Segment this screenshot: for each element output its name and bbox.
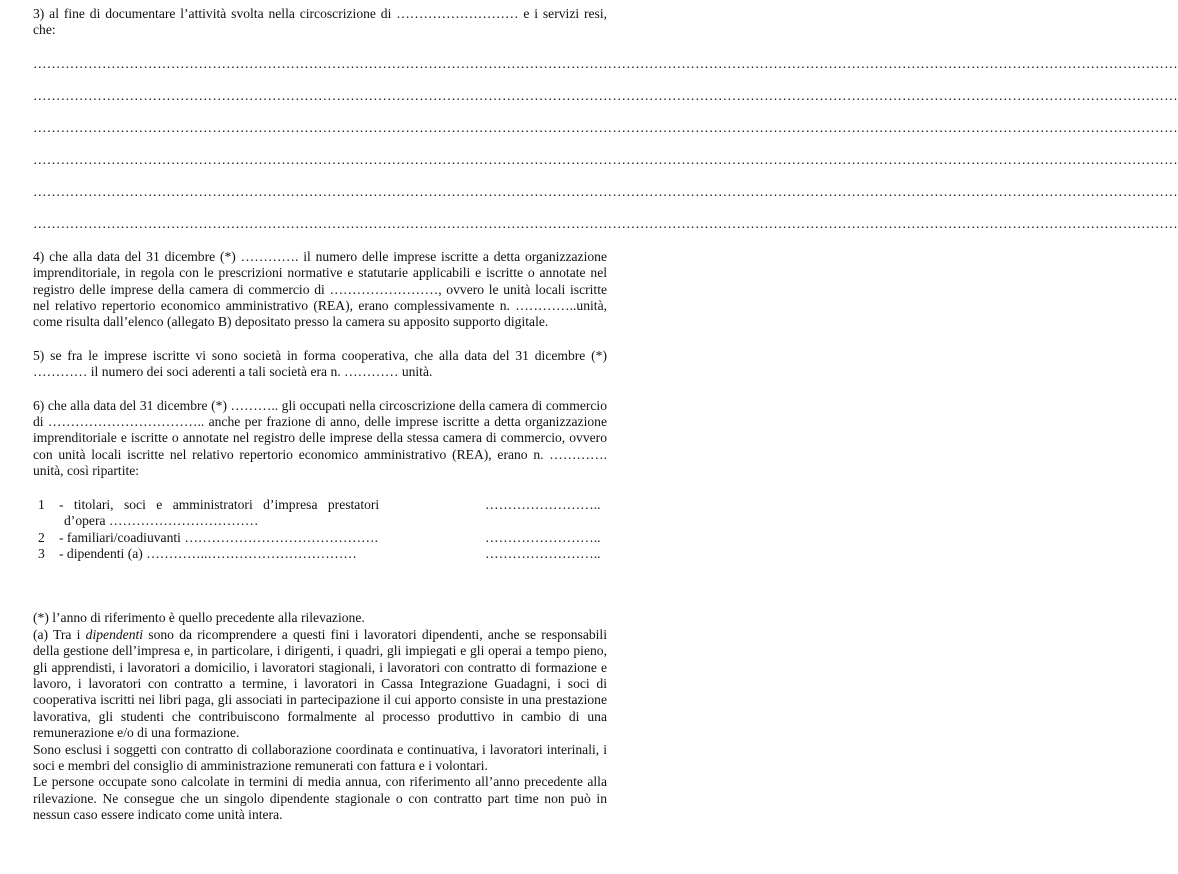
- list-item: [33, 546, 607, 562]
- point-4-text: 4) che alla data del 31 dicembre (*) …………. il numero delle imprese iscritte a detta organizzazione imprenditoriale, in regola con le prescrizioni normative e statutarie applicabili e iscritte o annotate nel registro delle imprese della camera di commercio di ……………………, ovvero le unità locali iscritte nel relativo repertorio economico amministrativo (REA), erano complessivamente n. …………..unità, come risulta dall’elenco (allegato B) depositato presso la camera su apposito supporto digitale.: [33, 248, 607, 330]
- footnote-a-italic: dipendenti: [85, 626, 144, 642]
- blank-line[interactable]: ……………………………………………………………………………………………………………………………………………………………………………………………………………………………: [33, 119, 1178, 135]
- blank-line[interactable]: ……………………………………………………………………………………………………………………………………………………………………………………………………………………………: [33, 183, 1178, 199]
- point-5-text: 5) se fra le imprese iscritte vi sono società in forma cooperativa, che alla data del 31 dicembre (*) ………… il numero dei soci aderenti a tali società era n. ………… unità.: [33, 347, 607, 380]
- list-item-label: - dipendenti (a) …………..……………………………: [59, 545, 357, 561]
- list-item-label: - familiari/coadiuvanti …………………………………….: [59, 529, 379, 545]
- point-6-text: 6) che alla data del 31 dicembre (*) ……….. gli occupati nella circoscrizione della camera di commercio di …………………………….. anche per frazione di anno, delle imprese iscritte a detta organizzazione imprenditoriale e iscritte o annotate nel registro delle imprese della stessa camera di commercio, ovvero con unità locali iscritte nel relativo repertorio economico amministrativo (REA), erano n. …………. unità, così ripartite:: [33, 397, 607, 479]
- footnote-a: (a) Tra i dipendenti sono da ricomprendere a questi fini i lavoratori dipendenti, anche se responsabili della gestione dell’impresa e, in particolare, i dirigenti, i quadri, gli impiegati e gli operai a tempo pieno, gli apprendisti, i lavoratori a domicilio, i lavoratori stagionali, i lavoratori con contratto di formazione e lavoro, i lavoratori con contratto a termine, i lavoratori in Cassa Integrazione Guadagni, i soci di cooperativa iscritti nei libri paga, gli associati in partecipazione il cui apporto consiste in una prestazione lavorativa, gli studenti che contribuiscono formalmente al processo produttivo in cambio di una remunerazione e/o di una formazione.: [33, 626, 607, 741]
- list-item-value-field[interactable]: ……………………..: [485, 496, 601, 512]
- list-item-value-field[interactable]: ……………………..: [485, 529, 601, 545]
- occupati-breakdown-list: [33, 497, 607, 563]
- point-3-text: 3) al fine di documentare l’attività svolta nella circoscrizione di ……………………… e i servizi resi, che:: [33, 6, 607, 38]
- footnote-calculation: Le persone occupate sono calcolate in termini di media annua, con riferimento all’anno precedente alla rilevazione. Ne consegue che un singolo dipendente stagionale o con contratto part time non può in nessun caso essere indicato come unità intera.: [33, 774, 607, 823]
- blank-line[interactable]: ……………………………………………………………………………………………………………………………………………………………………………………………………………………………: [33, 151, 1178, 167]
- list-item-label-continued: d’opera ……………………………: [64, 513, 259, 529]
- list-item-label: - titolari, soci e amministratori d’impresa prestatori: [59, 496, 380, 512]
- list-item-number: 2: [38, 529, 45, 545]
- footnote-asterisk: (*) l’anno di riferimento è quello precedente alla rilevazione.: [33, 610, 365, 626]
- list-item: [33, 530, 607, 546]
- list-item-number: 3: [38, 545, 45, 561]
- list-item-value-field[interactable]: ……………………..: [485, 545, 601, 561]
- list-item: [33, 497, 607, 513]
- blank-line[interactable]: ……………………………………………………………………………………………………………………………………………………………………………………………………………………………: [33, 215, 1178, 231]
- footnotes: [33, 610, 607, 823]
- document-page: [33, 6, 1178, 824]
- list-item-number: 1: [38, 496, 45, 512]
- blank-line[interactable]: ……………………………………………………………………………………………………………………………………………………………………………………………………………………………: [33, 87, 1178, 103]
- footnote-excluded: Sono esclusi i soggetti con contratto di collaborazione coordinata e continuativa, i lavoratori interinali, i soci e membri del consiglio di amministrazione remunerati con fattura e i volontari.: [33, 741, 607, 773]
- blank-line[interactable]: ……………………………………………………………………………………………………………………………………………………………………………………………………………………………: [33, 55, 1178, 71]
